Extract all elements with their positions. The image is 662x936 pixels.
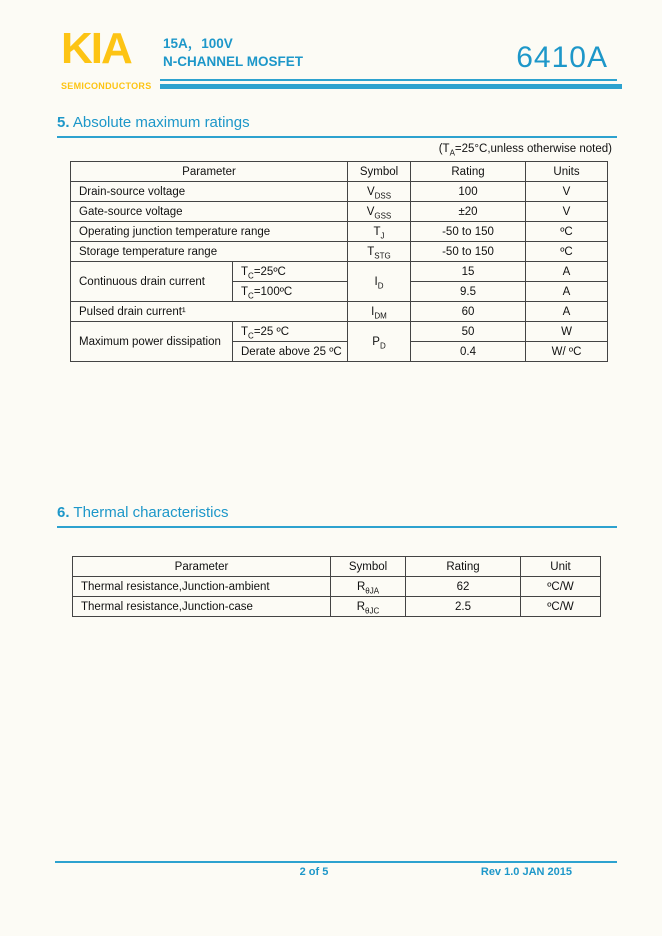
symbol-main: I [371, 305, 375, 318]
units-cell: V [526, 202, 608, 222]
device-rating-line: 15A，100V [163, 36, 233, 51]
section6-number: 6. [57, 504, 70, 521]
table-header-row [73, 557, 601, 577]
rating-cell: -50 to 150 [411, 242, 526, 262]
param-cell: Operating junction temperature range [71, 222, 348, 242]
symbol-subscript: STG [374, 250, 391, 260]
param-cell: Drain-source voltage [71, 182, 348, 202]
symbol-cell [331, 577, 406, 597]
units-cell: A [526, 262, 608, 282]
symbol-subscript: GSS [374, 210, 392, 220]
condition-rest: =25ºC [253, 265, 286, 278]
condition-rest: =100ºC [253, 285, 293, 298]
table-row [73, 577, 601, 597]
rating-cell: 50 [411, 322, 526, 342]
symbol-subscript: D [377, 280, 384, 290]
unit-cell: ºC/W [521, 597, 601, 617]
rating-cell: 62 [406, 577, 521, 597]
symbol-cell [348, 262, 411, 302]
col-header-rating: Rating [411, 162, 526, 182]
col-header-symbol: Symbol [348, 162, 411, 182]
rating-cell: 2.5 [406, 597, 521, 617]
table-row [71, 242, 608, 262]
note-subscript: A [449, 148, 455, 158]
symbol-main: R [356, 600, 366, 613]
rating-cell: -50 to 150 [411, 222, 526, 242]
part-number: 6410A [516, 41, 608, 74]
symbol-cell [348, 202, 411, 222]
units-cell: ºC [526, 222, 608, 242]
brand-logo-subtext: SEMICONDUCTORS [61, 81, 152, 91]
symbol-subscript: DM [374, 310, 387, 320]
rating-cell: 60 [411, 302, 526, 322]
col-header-parameter: Parameter [71, 162, 348, 182]
footer-rule [55, 861, 617, 863]
section6-title-text: Thermal characteristics [69, 504, 229, 521]
table-row [71, 222, 608, 242]
col-header-parameter: Parameter [73, 557, 331, 577]
table-header-row [71, 162, 608, 182]
param-cell: Thermal resistance,Junction-ambient [73, 577, 331, 597]
symbol-subscript: θJA [365, 585, 380, 595]
symbol-main: V [366, 205, 375, 218]
device-type-line: N-CHANNEL MOSFET [163, 54, 303, 69]
symbol-cell [348, 302, 411, 322]
page-number: 2 of 5 [299, 866, 329, 878]
condition-subscript: C [248, 330, 254, 340]
revision-label: Rev 1.0 JAN 2015 [480, 866, 572, 878]
col-header-rating: Rating [406, 557, 521, 577]
section5-number: 5. [57, 114, 70, 131]
symbol-main: T [373, 225, 381, 238]
conditions-note [439, 143, 612, 157]
header-rule-thick [160, 84, 622, 89]
units-cell: V [526, 182, 608, 202]
symbol-main: T [367, 245, 375, 258]
device-summary [163, 35, 303, 71]
col-header-units: Units [526, 162, 608, 182]
note-prefix: (T [438, 143, 450, 155]
col-header-symbol: Symbol [331, 557, 406, 577]
section5-title-text: Absolute maximum ratings [69, 114, 250, 131]
param-cell: Continuous drain current [71, 262, 233, 302]
units-cell: A [526, 282, 608, 302]
condition-cell: Derate above 25 ºC [233, 342, 348, 362]
condition-cell [233, 322, 348, 342]
symbol-subscript: DSS [374, 190, 392, 200]
note-suffix: =25°C,unless otherwise noted) [454, 143, 612, 155]
table-row [71, 262, 608, 282]
symbol-cell [348, 222, 411, 242]
table-row [73, 597, 601, 617]
table-row [71, 302, 608, 322]
symbol-cell [348, 322, 411, 362]
thermal-characteristics-table [72, 556, 601, 617]
rating-cell: ±20 [411, 202, 526, 222]
condition-cell [233, 282, 348, 302]
rating-cell: 100 [411, 182, 526, 202]
symbol-cell [348, 242, 411, 262]
col-header-unit: Unit [521, 557, 601, 577]
section5-title [57, 114, 250, 131]
table-row [71, 322, 608, 342]
unit-cell: ºC/W [521, 577, 601, 597]
symbol-subscript: D [379, 340, 386, 350]
section5-underline [57, 136, 617, 138]
condition-main: T [241, 325, 249, 338]
symbol-main: P [372, 335, 380, 348]
symbol-main: R [356, 580, 366, 593]
param-cell: Thermal resistance,Junction-case [73, 597, 331, 617]
units-cell: W/ ºC [526, 342, 608, 362]
condition-subscript: C [248, 290, 254, 300]
table-row [71, 182, 608, 202]
param-cell: Gate-source voltage [71, 202, 348, 222]
condition-main: T [241, 265, 249, 278]
rating-cell: 0.4 [411, 342, 526, 362]
rating-cell: 9.5 [411, 282, 526, 302]
section6-underline [57, 526, 617, 528]
condition-subscript: C [248, 270, 254, 280]
symbol-subscript: J [380, 230, 385, 240]
symbol-cell [348, 182, 411, 202]
section6-title [57, 504, 228, 521]
units-cell: W [526, 322, 608, 342]
header-rule-thin [160, 79, 617, 81]
brand-logo: KIA [61, 24, 131, 73]
absolute-maximum-ratings-table [70, 161, 608, 362]
symbol-cell [331, 597, 406, 617]
condition-cell [233, 262, 348, 282]
param-cell: Maximum power dissipation [71, 322, 233, 362]
symbol-subscript: θJC [365, 605, 380, 615]
units-cell: ºC [526, 242, 608, 262]
condition-rest: =25 ºC [253, 325, 290, 338]
symbol-main: V [366, 185, 375, 198]
table-row [71, 202, 608, 222]
condition-main: T [241, 285, 249, 298]
param-cell: Pulsed drain current¹ [71, 302, 348, 322]
units-cell: A [526, 302, 608, 322]
param-cell: Storage temperature range [71, 242, 348, 262]
rating-cell: 15 [411, 262, 526, 282]
symbol-main: I [374, 275, 378, 288]
